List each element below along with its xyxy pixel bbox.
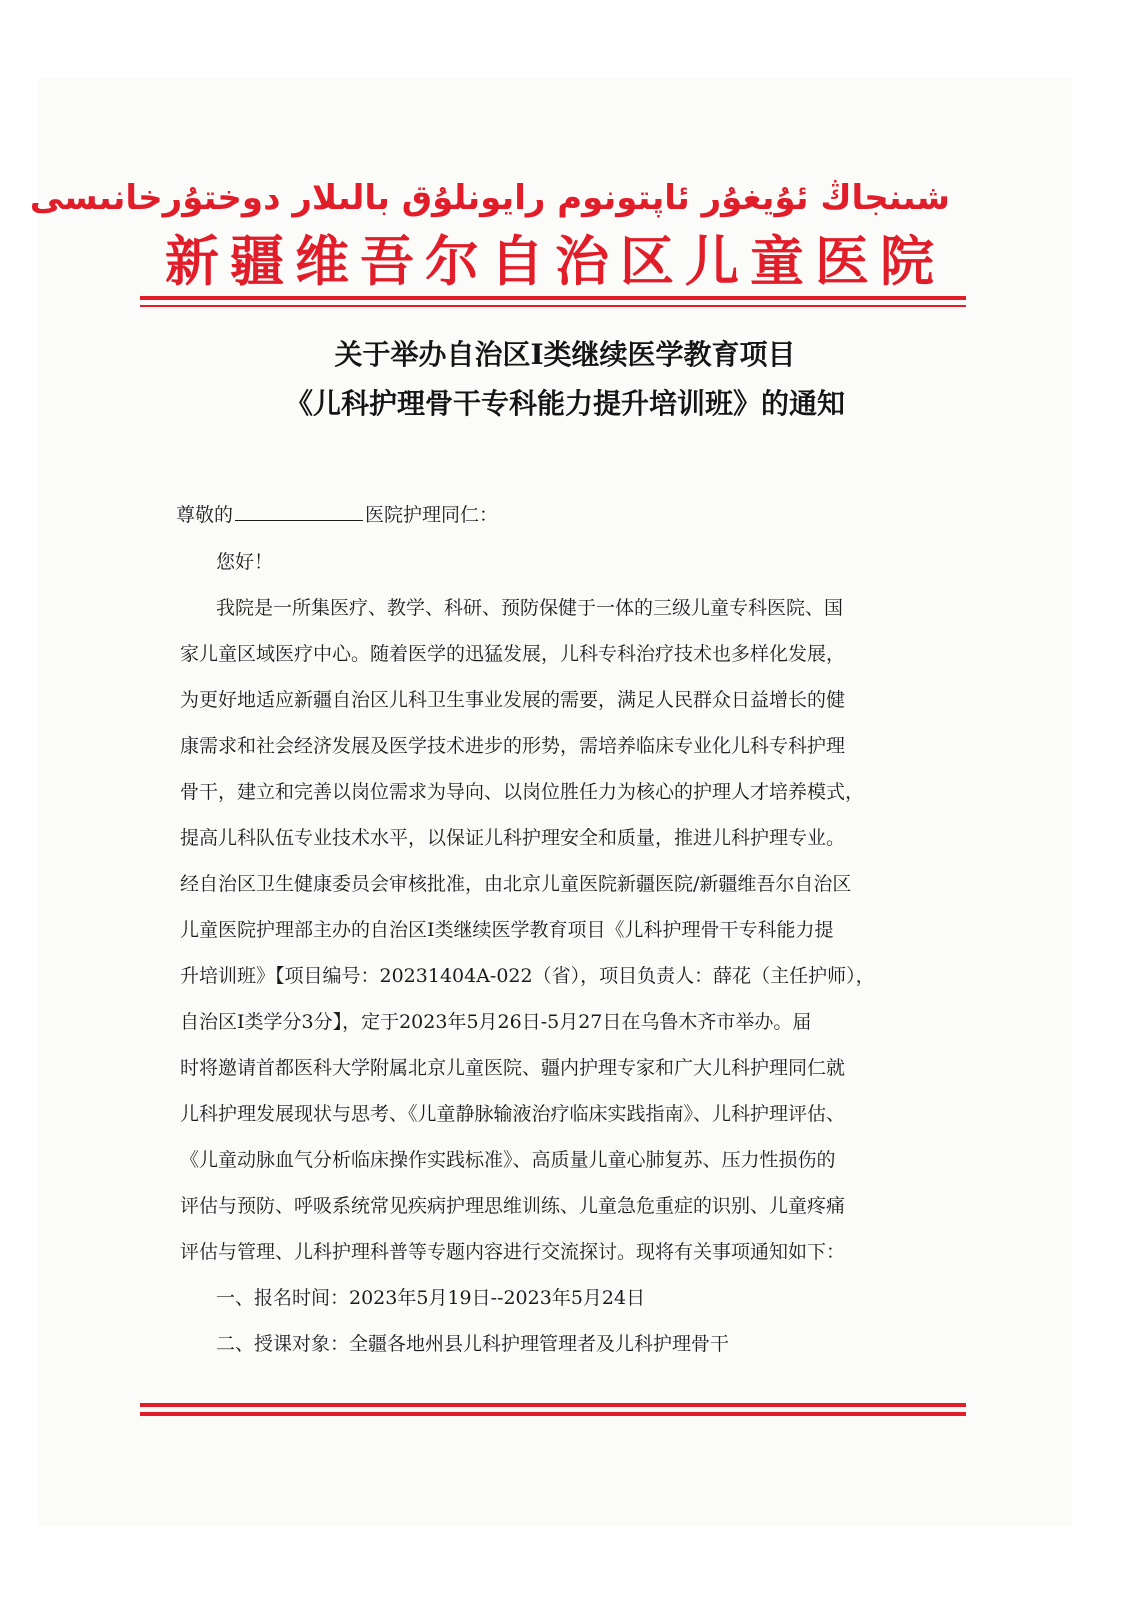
body-line: 二、授课对象：全疆各地州县儿科护理管理者及儿科护理骨干 [216,1333,730,1355]
body-line: 为更好地适应新疆自治区儿科卫生事业发展的需要，满足人民群众日益增长的健 [180,689,846,711]
header-rule-thick [140,296,966,300]
header-uyghur-name: شىنجاڭ ئۇيغۇر ئاپتونوم رايونلۇق بالىلار دوختۇرخانىسى [29,178,950,218]
body-line: 我院是一所集医疗、教学、科研、预防保健于一体的三级儿童专科医院、国 [216,597,844,619]
body-line: 儿科护理发展现状与思考、《儿童静脉输液治疗临床实践指南》、儿科护理评估、 [180,1103,846,1125]
salutation-suffix: 医院护理同仁： [365,504,499,526]
body-line: 康需求和社会经济发展及医学技术进步的形势，需培养临床专业化儿科专科护理 [180,735,846,757]
body-line: 骨干，建立和完善以岗位需求为导向、以岗位胜任力为核心的护理人才培养模式， [180,781,865,803]
body-line: 一、报名时间：2023年5月19日--2023年5月24日 [216,1287,646,1309]
notice-title-line-1: 关于举办自治区Ⅰ类继续医学教育项目 [334,338,796,371]
recipient-blank-field [235,500,363,521]
body-line: 评估与预防、呼吸系统常见疾病护理思维训练、儿童急危重症的识别、儿童疼痛 [180,1195,846,1217]
footer-rule-thick [140,1403,966,1407]
body-line: 时将邀请首都医科大学附属北京儿童医院、疆内护理专家和广大儿科护理同仁就 [180,1057,846,1079]
notice-title-line-2: 《儿科护理骨干专科能力提升培训班》的通知 [284,387,845,420]
body-line: 自治区Ⅰ类学分3分】，定于2023年5月26日-5月27日在乌鲁木齐市举办。届 [180,1011,812,1033]
body-line: 提高儿科队伍专业技术水平，以保证儿科护理安全和质量，推进儿科护理专业。 [180,827,846,849]
salutation-prefix: 尊敬的 [176,504,234,526]
body-line: 您好！ [216,551,274,573]
salutation [176,500,498,530]
body-line: 评估与管理、儿科护理科普等专题内容进行交流探讨。现将有关事项通知如下： [180,1241,846,1263]
body-line: 儿童医院护理部主办的自治区Ⅰ类继续医学教育项目《儿科护理骨干专科能力提 [180,919,834,941]
header-chinese-name: 新疆维吾尔自治区儿童医院 [165,229,945,293]
footer-rule-thin [140,1412,966,1416]
body-line: 《儿童动脉血气分析临床操作实践标准》、高质量儿童心肺复苏、压力性损伤的 [180,1149,836,1171]
body-line: 升培训班》【项目编号：20231404A-022（省），项目负责人：薛花（主任护师）， [180,965,875,987]
body-line: 家儿童区域医疗中心。随着医学的迅猛发展，儿科专科治疗技术也多样化发展， [180,643,846,665]
body-line: 经自治区卫生健康委员会审核批准，由北京儿童医院新疆医院/新疆维吾尔自治区 [180,873,852,895]
header-rule-thin [140,305,966,307]
